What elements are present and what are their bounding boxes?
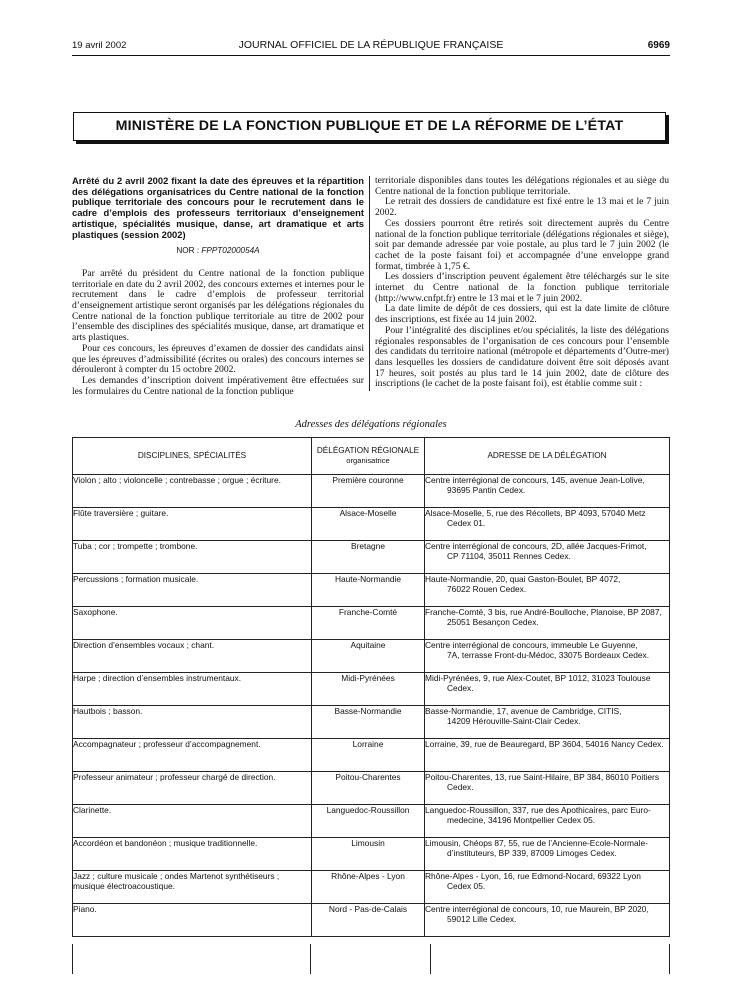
address-cell xyxy=(425,508,670,541)
address-cell xyxy=(425,673,670,706)
table-caption: Adresses des délégations régionales xyxy=(295,419,447,430)
address-line: Basse-Normandie, 17, avenue de Cambridge, CITIS, xyxy=(425,706,622,716)
discipline-cell: Percussions ; formation musicale. xyxy=(73,574,312,607)
discipline-cell: Harpe ; direction d’ensembles instrumentaux. xyxy=(73,673,312,706)
address-line: Cedex 05. xyxy=(447,881,486,891)
address-line: Cedex. xyxy=(447,782,474,792)
delegation-cell: Nord - Pas-de-Calais xyxy=(312,904,425,937)
address-line: Franche-Comté, 3 bis, rue André-Boulloche, Planoise, BP 2087, xyxy=(425,607,662,617)
address-cell xyxy=(425,805,670,838)
table-border xyxy=(72,944,73,974)
address-line: 25051 Besançon Cedex. xyxy=(447,617,539,627)
delegation-cell: Limousin xyxy=(312,838,425,871)
address-line: Limousin, Chéops 87, 55, rue de l’Ancienne-Ecole-Normale- xyxy=(425,838,648,848)
delegation-cell: Franche-Comté xyxy=(312,607,425,640)
paragraph: Par arrêté du président du Centre national de la fonction publique territoriale en date du 2 avril 2002, des concours externes et internes pour le recrutement dans le cadre d’emplois de professeur territorial d’enseignement artistique seront organisés par les délégations régionales du Centre national de la fonction publique territoriale au titre de 2002 pour l’ensemble des disciplines des spécialités musique, danse, art dramatique et arts plastiques. xyxy=(72,267,364,344)
address-line: 14209 Hérouville-Saint-Clair Cedex. xyxy=(447,716,581,726)
address-line: Centre interrégional de concours, 10, rue Maurein, BP 2020, xyxy=(425,904,649,914)
discipline-cell: Saxophone. xyxy=(73,607,312,640)
address-line: Cedex 01. xyxy=(447,518,486,528)
arrete-title: Arrêté du 2 avril 2002 fixant la date des épreuves et la répartition des délégations organisatrices du Centre national de la fonction publique territoriale des concours pour le recrutement dans le cadre d’emplois des professeurs territoriaux d’enseignement artistique, spécialités musique, danse, art dramatique et arts plastiques (session 2002) xyxy=(72,175,364,240)
address-line: Cedex. xyxy=(447,683,474,693)
paragraph: Ces dossiers pourront être retirés soit directement auprès du Centre national de la fonction publique territoriale (délégations régionales et siège), soit par demande adressée par voie postale, au plus tard le 7 juin 2002 (le cachet de la poste faisant foi) et accompagnée d’une enveloppe grand format, timbrée à 1,75 €. xyxy=(375,217,669,272)
nor-label: NOR : xyxy=(176,246,200,256)
address-line: Languedoc-Roussillon, 337, rue des Apothicaires, parc Euro- xyxy=(425,805,651,815)
left-column xyxy=(72,176,364,397)
discipline-cell: Clarinette. xyxy=(73,805,312,838)
address-cell xyxy=(425,475,670,508)
address-line: 93695 Pantin Cedex. xyxy=(447,485,526,495)
delegation-cell: Basse-Normandie xyxy=(312,706,425,739)
address-cell xyxy=(425,739,670,772)
table-row xyxy=(73,574,670,607)
paragraph-continued: territoriale disponibles dans toutes les délégations régionales et au siège du Centre national de la fonction publique territoriale. xyxy=(375,175,669,197)
address-line: CP 71104, 35011 Rennes Cedex. xyxy=(447,551,571,561)
column-divider xyxy=(369,176,370,391)
address-line: Alsace-Moselle, 5, rue des Récollets, BP 4093, 57040 Metz xyxy=(425,508,646,518)
address-line: 7A, terrasse Front-du-Médoc, 33075 Bordeaux Cedex. xyxy=(447,650,650,660)
table-row xyxy=(73,739,670,772)
address-cell xyxy=(425,904,670,937)
discipline-cell: Accompagnateur ; professeur d’accompagnement. xyxy=(73,739,312,772)
paragraph: Pour ces concours, les épreuves d’examen de dossier des candidats ainsi que les épreuves d’admissibilité (écrites ou orales) des concours internes se dérouleront à compter du 15 octobre 2002. xyxy=(72,342,364,376)
delegation-cell: Première couronne xyxy=(312,475,425,508)
delegation-cell: Bretagne xyxy=(312,541,425,574)
table-border xyxy=(669,944,670,974)
address-line: Centre interrégional de concours, 2D, allée Jacques-Frimot, xyxy=(425,541,647,551)
delegations-table xyxy=(72,437,670,937)
nor-value: FPPT0200054A xyxy=(201,246,260,256)
delegation-cell: Poitou-Charentes xyxy=(312,772,425,805)
paragraph: Pour l’intégralité des disciplines et/ou spécialités, la liste des délégations régionales responsables de l’organisation de ces concours pour l’ensemble des candidats du territoire national (métropole et départements d’Outre-mer) dans lesquelles les dossiers de candidature doivent être soit déposés avant 17 heures, soit postés au plus tard le 14 juin 2002, date de clôture des inscriptions (le cachet de la poste faisant foi), est établie comme suit : xyxy=(375,324,669,390)
address-line: 76022 Rouen Cedex. xyxy=(447,584,527,594)
delegation-cell: Lorraine xyxy=(312,739,425,772)
paragraph: Les demandes d’inscription doivent impérativement être effectuées sur les formulaires du Centre national de la fonction publique xyxy=(72,374,364,397)
address-cell xyxy=(425,574,670,607)
address-line: Centre interrégional de concours, 145, avenue Jean-Lolive, xyxy=(425,475,645,485)
delegation-cell: Aquitaine xyxy=(312,640,425,673)
discipline-cell: Jazz ; culture musicale ; ondes Martenot synthétiseurs ; musique électroacoustique. xyxy=(73,871,312,904)
journal-title: JOURNAL OFFICIEL DE LA RÉPUBLIQUE FRANÇAISE xyxy=(238,39,504,51)
ministry-heading: MINISTÈRE DE LA FONCTION PUBLIQUE ET DE LA RÉFORME DE L’ÉTAT xyxy=(73,112,666,141)
paragraph: La date limite de dépôt de ces dossiers, qui est la date limite de clôture des inscriptions, est fixée au 14 juin 2002. xyxy=(375,303,669,326)
address-line: Centre interrégional de concours, immeuble Le Guyenne, xyxy=(425,640,638,650)
table-row xyxy=(73,673,670,706)
discipline-cell: Violon ; alto ; violoncelle ; contrebasse ; orgue ; écriture. xyxy=(73,475,312,508)
delegation-cell: Languedoc-Roussillon xyxy=(312,805,425,838)
col-header-disciplines: DISCIPLINES, SPÉCIALITÉS xyxy=(73,438,312,475)
header-rule xyxy=(72,55,670,56)
address-cell xyxy=(425,541,670,574)
table-row xyxy=(73,607,670,640)
table-row xyxy=(73,805,670,838)
table-border xyxy=(430,944,431,974)
col-header-address: ADRESSE DE LA DÉLÉGATION xyxy=(425,438,670,475)
address-line: d’instituteurs, BP 339, 87009 Limoges Cedex. xyxy=(447,848,617,858)
table-row xyxy=(73,640,670,673)
address-cell xyxy=(425,772,670,805)
address-cell xyxy=(425,838,670,871)
delegation-cell: Midi-Pyrénées xyxy=(312,673,425,706)
table-row xyxy=(73,475,670,508)
table-border xyxy=(310,944,311,974)
discipline-cell: Professeur animateur ; professeur chargé de direction. xyxy=(73,772,312,805)
address-cell xyxy=(425,640,670,673)
table-row xyxy=(73,706,670,739)
discipline-cell: Accordéon et bandonéon ; musique traditionnelle. xyxy=(73,838,312,871)
delegation-cell: Rhône-Alpes - Lyon xyxy=(312,871,425,904)
table-continuation xyxy=(72,944,670,974)
table-row xyxy=(73,772,670,805)
address-cell xyxy=(425,871,670,904)
table-row xyxy=(73,871,670,904)
paragraph: Le retrait des dossiers de candidature est fixé entre le 13 mai et le 7 juin 2002. xyxy=(375,196,669,219)
page-number: 6969 xyxy=(647,40,670,51)
delegation-cell: Haute-Normandie xyxy=(312,574,425,607)
discipline-cell: Direction d’ensembles vocaux ; chant. xyxy=(73,640,312,673)
col-header-delegation-label: DÉLÉGATION RÉGIONALE xyxy=(316,446,420,455)
paragraph: Les dossiers d’inscription peuvent également être téléchargés sur le site internet du Centre national de la fonction publique territoriale (http://www.cnfpt.fr) entre le 13 mai et le 7 juin 2002. xyxy=(375,271,669,304)
issue-date: 19 avril 2002 xyxy=(72,40,127,51)
table-row xyxy=(73,838,670,871)
table-row xyxy=(73,508,670,541)
running-header xyxy=(72,38,670,54)
table-row xyxy=(73,541,670,574)
address-line: medecine, 34196 Montpellier Cedex 05. xyxy=(447,815,596,825)
table-header-row xyxy=(73,438,670,475)
right-column xyxy=(375,176,669,390)
address-line: Lorraine, 39, rue de Beauregard, BP 3604, 54016 Nancy Cedex. xyxy=(425,739,664,749)
discipline-cell: Tuba ; cor ; trompette ; trombone. xyxy=(73,541,312,574)
address-line: Midi-Pyrénées, 9, rue Alex-Coutet, BP 1012, 31023 Toulouse xyxy=(425,673,651,683)
col-header-delegation-sub: organisatrice xyxy=(346,456,390,465)
discipline-cell: Piano. xyxy=(73,904,312,937)
address-line: Rhône-Alpes - Lyon, 16, rue Edmond-Nocard, 69322 Lyon xyxy=(425,871,641,881)
address-cell xyxy=(425,706,670,739)
delegation-cell: Alsace-Moselle xyxy=(312,508,425,541)
address-cell xyxy=(425,607,670,640)
address-line: Poitou-Charentes, 13, rue Saint-Hilaire, BP 384, 86010 Poitiers xyxy=(425,772,660,782)
discipline-cell: Hautbois ; basson. xyxy=(73,706,312,739)
address-line: Haute-Normandie, 20, quai Gaston-Boulet, BP 4072, xyxy=(425,574,621,584)
address-line: 59012 Lille Cedex. xyxy=(447,914,517,924)
table-row xyxy=(73,904,670,937)
col-header-delegation xyxy=(312,438,425,475)
nor-reference xyxy=(72,246,364,257)
discipline-cell: Flûte traversière ; guitare. xyxy=(73,508,312,541)
